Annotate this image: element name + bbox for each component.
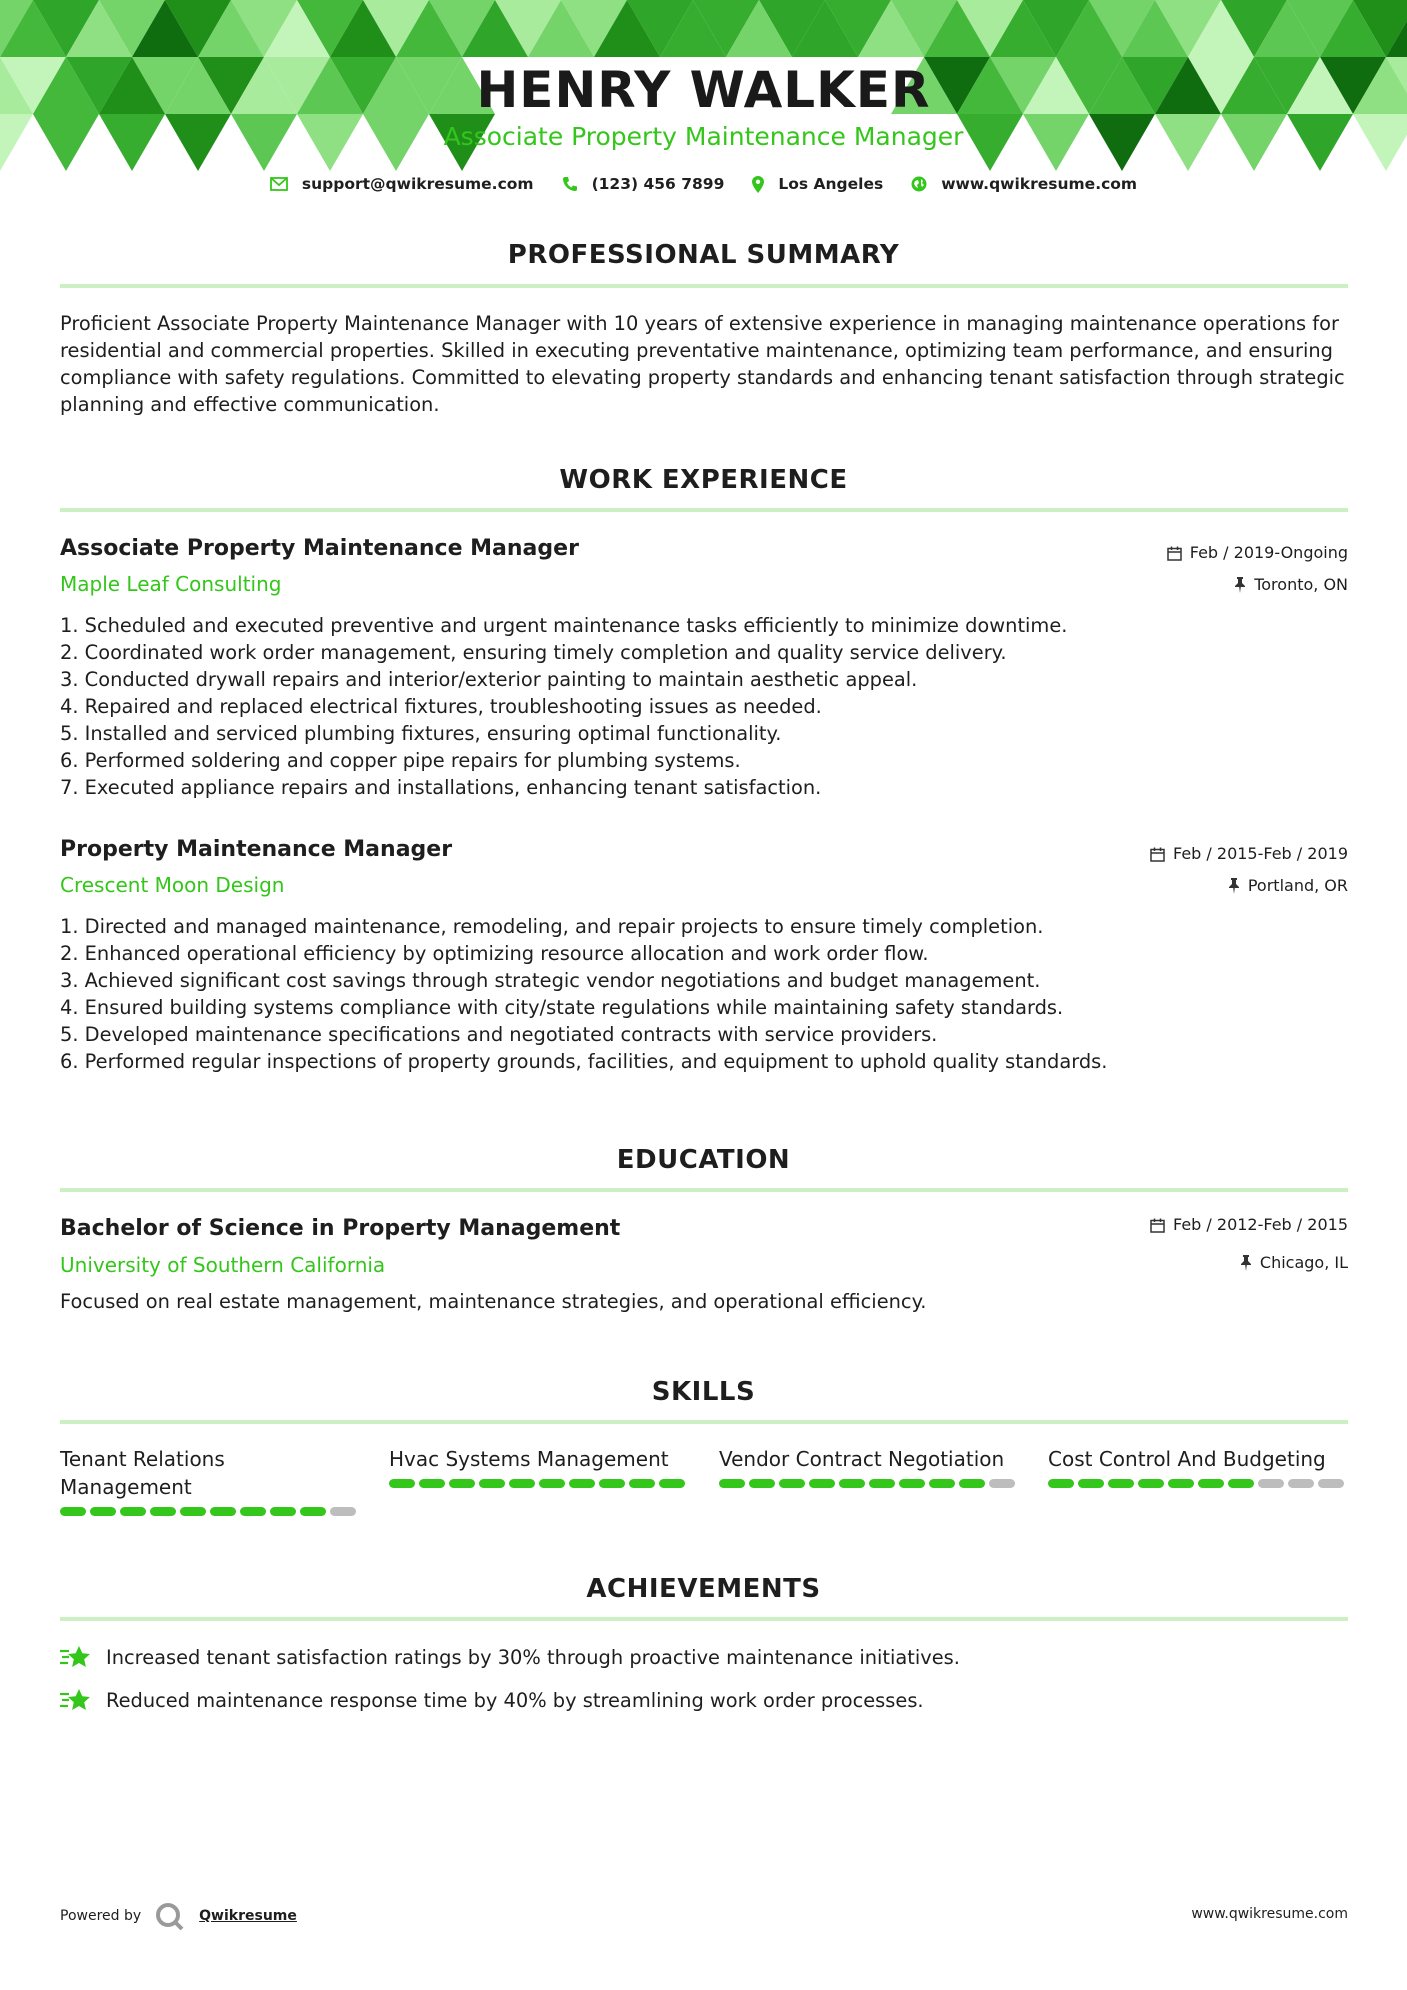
job-bullets (60, 612, 1350, 801)
skill-level-segment (719, 1479, 745, 1488)
skill-level-bar (1048, 1479, 1348, 1488)
skill-level-segment (1198, 1479, 1224, 1488)
education-location-text: Chicago, IL (1259, 1253, 1348, 1272)
company-name: Crescent Moon Design (60, 873, 285, 897)
achievement-text: Increased tenant satisfaction ratings by 30% through proactive maintenance initiatives. (106, 1646, 960, 1669)
achievements-heading: ACHIEVEMENTS (586, 1574, 821, 1604)
list-item: 2. Coordinated work order management, ensuring timely completion and quality service delivery. (60, 641, 1007, 664)
pushpin-icon (1228, 878, 1240, 894)
skill-level-segment (90, 1507, 116, 1516)
skill-level-segment (180, 1507, 206, 1516)
skill-level-segment (1288, 1479, 1314, 1488)
list-item: 6. Performed regular inspections of property grounds, facilities, and equipment to uphold quality standards. (60, 1050, 1108, 1073)
star-icon (60, 1688, 92, 1714)
experience-heading: WORK EXPERIENCE (559, 465, 848, 495)
calendar-icon (1167, 546, 1182, 561)
location-text: Los Angeles (778, 175, 884, 193)
envelope-icon (270, 177, 288, 191)
job-location-text: Toronto, ON (1254, 575, 1348, 594)
skill-level-segment (389, 1479, 415, 1488)
skill-name: Cost Control And Budgeting (1048, 1447, 1326, 1471)
list-item: 6. Performed soldering and copper pipe repairs for plumbing systems. (60, 749, 741, 772)
skill-level-segment (449, 1479, 475, 1488)
skill-level-segment (300, 1507, 326, 1516)
skill-level-segment (1138, 1479, 1164, 1488)
footer-website[interactable]: www.qwikresume.com (1191, 1906, 1348, 1922)
job-title: Associate Property Maintenance Manager (60, 536, 579, 561)
skill-level-segment (120, 1507, 146, 1516)
skill-level-segment (989, 1479, 1015, 1488)
company-name: Maple Leaf Consulting (60, 572, 282, 596)
contact-location (752, 175, 883, 193)
list-item: 1. Scheduled and executed preventive and urgent maintenance tasks efficiently to minimize downtime. (60, 614, 1068, 637)
skill-level-segment (1168, 1479, 1194, 1488)
powered-by-label: Powered by (60, 1908, 142, 1924)
skill-level-segment (629, 1479, 655, 1488)
skill-name: Tenant Relations Management (60, 1447, 225, 1499)
contact-bar (0, 172, 1407, 196)
skill-level-segment (150, 1507, 176, 1516)
pushpin-icon (1240, 1255, 1252, 1271)
skill-level-segment (1048, 1479, 1074, 1488)
skills-heading: SKILLS (651, 1377, 756, 1407)
job-dates (1150, 843, 1348, 865)
skill-level-segment (809, 1479, 835, 1488)
skill-name: Hvac Systems Management (389, 1447, 669, 1471)
skill-level-segment (749, 1479, 775, 1488)
skill-level-segment (1258, 1479, 1284, 1488)
skill-item (1048, 1445, 1348, 1488)
skill-level-segment (1228, 1479, 1254, 1488)
list-item: 4. Ensured building systems compliance with city/state regulations while maintaining safety standards. (60, 996, 1064, 1019)
list-item: 7. Executed appliance repairs and installations, enhancing tenant satisfaction. (60, 776, 822, 799)
phone-text: (123) 456 7899 (591, 175, 725, 193)
pushpin-icon (1234, 577, 1246, 593)
section-divider (60, 508, 1348, 512)
job-dates-text: Feb / 2015-Feb / 2019 (1173, 844, 1348, 863)
skill-level-segment (899, 1479, 925, 1488)
section-divider (60, 1617, 1348, 1621)
section-divider (60, 1420, 1348, 1424)
candidate-title: Associate Property Maintenance Manager (443, 122, 964, 151)
skill-item (60, 1445, 360, 1516)
list-item: 1. Directed and managed maintenance, remodeling, and repair projects to ensure timely completion. (60, 915, 1044, 938)
achievement-text: Reduced maintenance response time by 40% by streamlining work order processes. (106, 1689, 924, 1712)
skill-level-bar (389, 1479, 689, 1488)
job-location (1234, 574, 1348, 596)
job-location-text: Portland, OR (1247, 876, 1348, 895)
skill-level-segment (419, 1479, 445, 1488)
contact-email[interactable] (270, 175, 534, 193)
skill-level-segment (659, 1479, 685, 1488)
skill-level-segment (599, 1479, 625, 1488)
skill-item (389, 1445, 689, 1488)
skill-level-segment (539, 1479, 565, 1488)
achievement-item (60, 1644, 960, 1671)
education-description: Focused on real estate management, maintenance strategies, and operational efficiency. (60, 1290, 927, 1313)
job-bullets (60, 913, 1350, 1075)
qwikresume-link[interactable]: Qwikresume (199, 1908, 297, 1924)
calendar-icon (1150, 847, 1165, 862)
skill-level-segment (240, 1507, 266, 1516)
contact-phone[interactable] (562, 175, 725, 193)
calendar-icon (1150, 1218, 1165, 1233)
skill-level-bar (60, 1507, 360, 1516)
website-text: www.qwikresume.com (941, 175, 1138, 193)
list-item: 5. Developed maintenance specifications and negotiated contracts with service providers. (60, 1023, 938, 1046)
candidate-name: HENRY WALKER (476, 61, 931, 119)
skill-level-segment (779, 1479, 805, 1488)
qwikresume-logo-icon (155, 1902, 185, 1930)
job-location (1228, 875, 1348, 897)
skill-level-segment (479, 1479, 505, 1488)
skill-level-segment (839, 1479, 865, 1488)
skill-level-segment (569, 1479, 595, 1488)
skill-level-segment (60, 1507, 86, 1516)
map-pin-icon (752, 176, 764, 193)
list-item: 2. Enhanced operational efficiency by optimizing resource allocation and work order flow. (60, 942, 929, 965)
summary-heading: PROFESSIONAL SUMMARY (507, 240, 900, 270)
education-heading: EDUCATION (616, 1145, 791, 1175)
footer-powered-by (60, 1902, 297, 1930)
skill-level-segment (929, 1479, 955, 1488)
skill-level-segment (1078, 1479, 1104, 1488)
list-item: 3. Achieved significant cost savings through strategic vendor negotiations and budget management. (60, 969, 1041, 992)
skill-name: Vendor Contract Negotiation (719, 1447, 1005, 1471)
job-dates (1167, 542, 1348, 564)
list-item: 4. Repaired and replaced electrical fixtures, troubleshooting issues as needed. (60, 695, 822, 718)
skill-level-segment (270, 1507, 296, 1516)
education-dates (1150, 1214, 1348, 1236)
skill-level-segment (1108, 1479, 1134, 1488)
section-divider (60, 284, 1348, 288)
job-dates-text: Feb / 2019-Ongoing (1189, 543, 1348, 562)
achievement-item (60, 1687, 924, 1714)
skill-level-segment (509, 1479, 535, 1488)
skill-level-segment (210, 1507, 236, 1516)
email-text: support@qwikresume.com (301, 175, 534, 193)
phone-icon (562, 176, 578, 192)
skill-level-bar (719, 1479, 1019, 1488)
job-title: Property Maintenance Manager (60, 837, 453, 862)
skill-level-segment (1318, 1479, 1344, 1488)
globe-icon (911, 176, 927, 192)
list-item: 5. Installed and serviced plumbing fixtures, ensuring optimal functionality. (60, 722, 782, 745)
education-location (1240, 1252, 1348, 1274)
skill-level-segment (959, 1479, 985, 1488)
degree-title: Bachelor of Science in Property Management (60, 1216, 621, 1241)
summary-text: Proficient Associate Property Maintenance Manager with 10 years of extensive experience in managing maintenance operations for residential and commercial properties. Skilled in executing preventative maintenance, optimizing team performance, and ensuring compliance with safety regulations. Committed to elevating property standards and enhancing tenant satisfaction through strategic planning and effective communication. (60, 312, 1345, 416)
star-icon (60, 1645, 92, 1671)
skill-item (719, 1445, 1019, 1488)
list-item: 3. Conducted drywall repairs and interior/exterior painting to maintain aesthetic appeal. (60, 668, 918, 691)
school-name: University of Southern California (60, 1253, 386, 1277)
skill-level-segment (869, 1479, 895, 1488)
contact-website[interactable] (911, 175, 1137, 193)
education-dates-text: Feb / 2012-Feb / 2015 (1173, 1215, 1348, 1234)
section-divider (60, 1188, 1348, 1192)
skill-level-segment (330, 1507, 356, 1516)
